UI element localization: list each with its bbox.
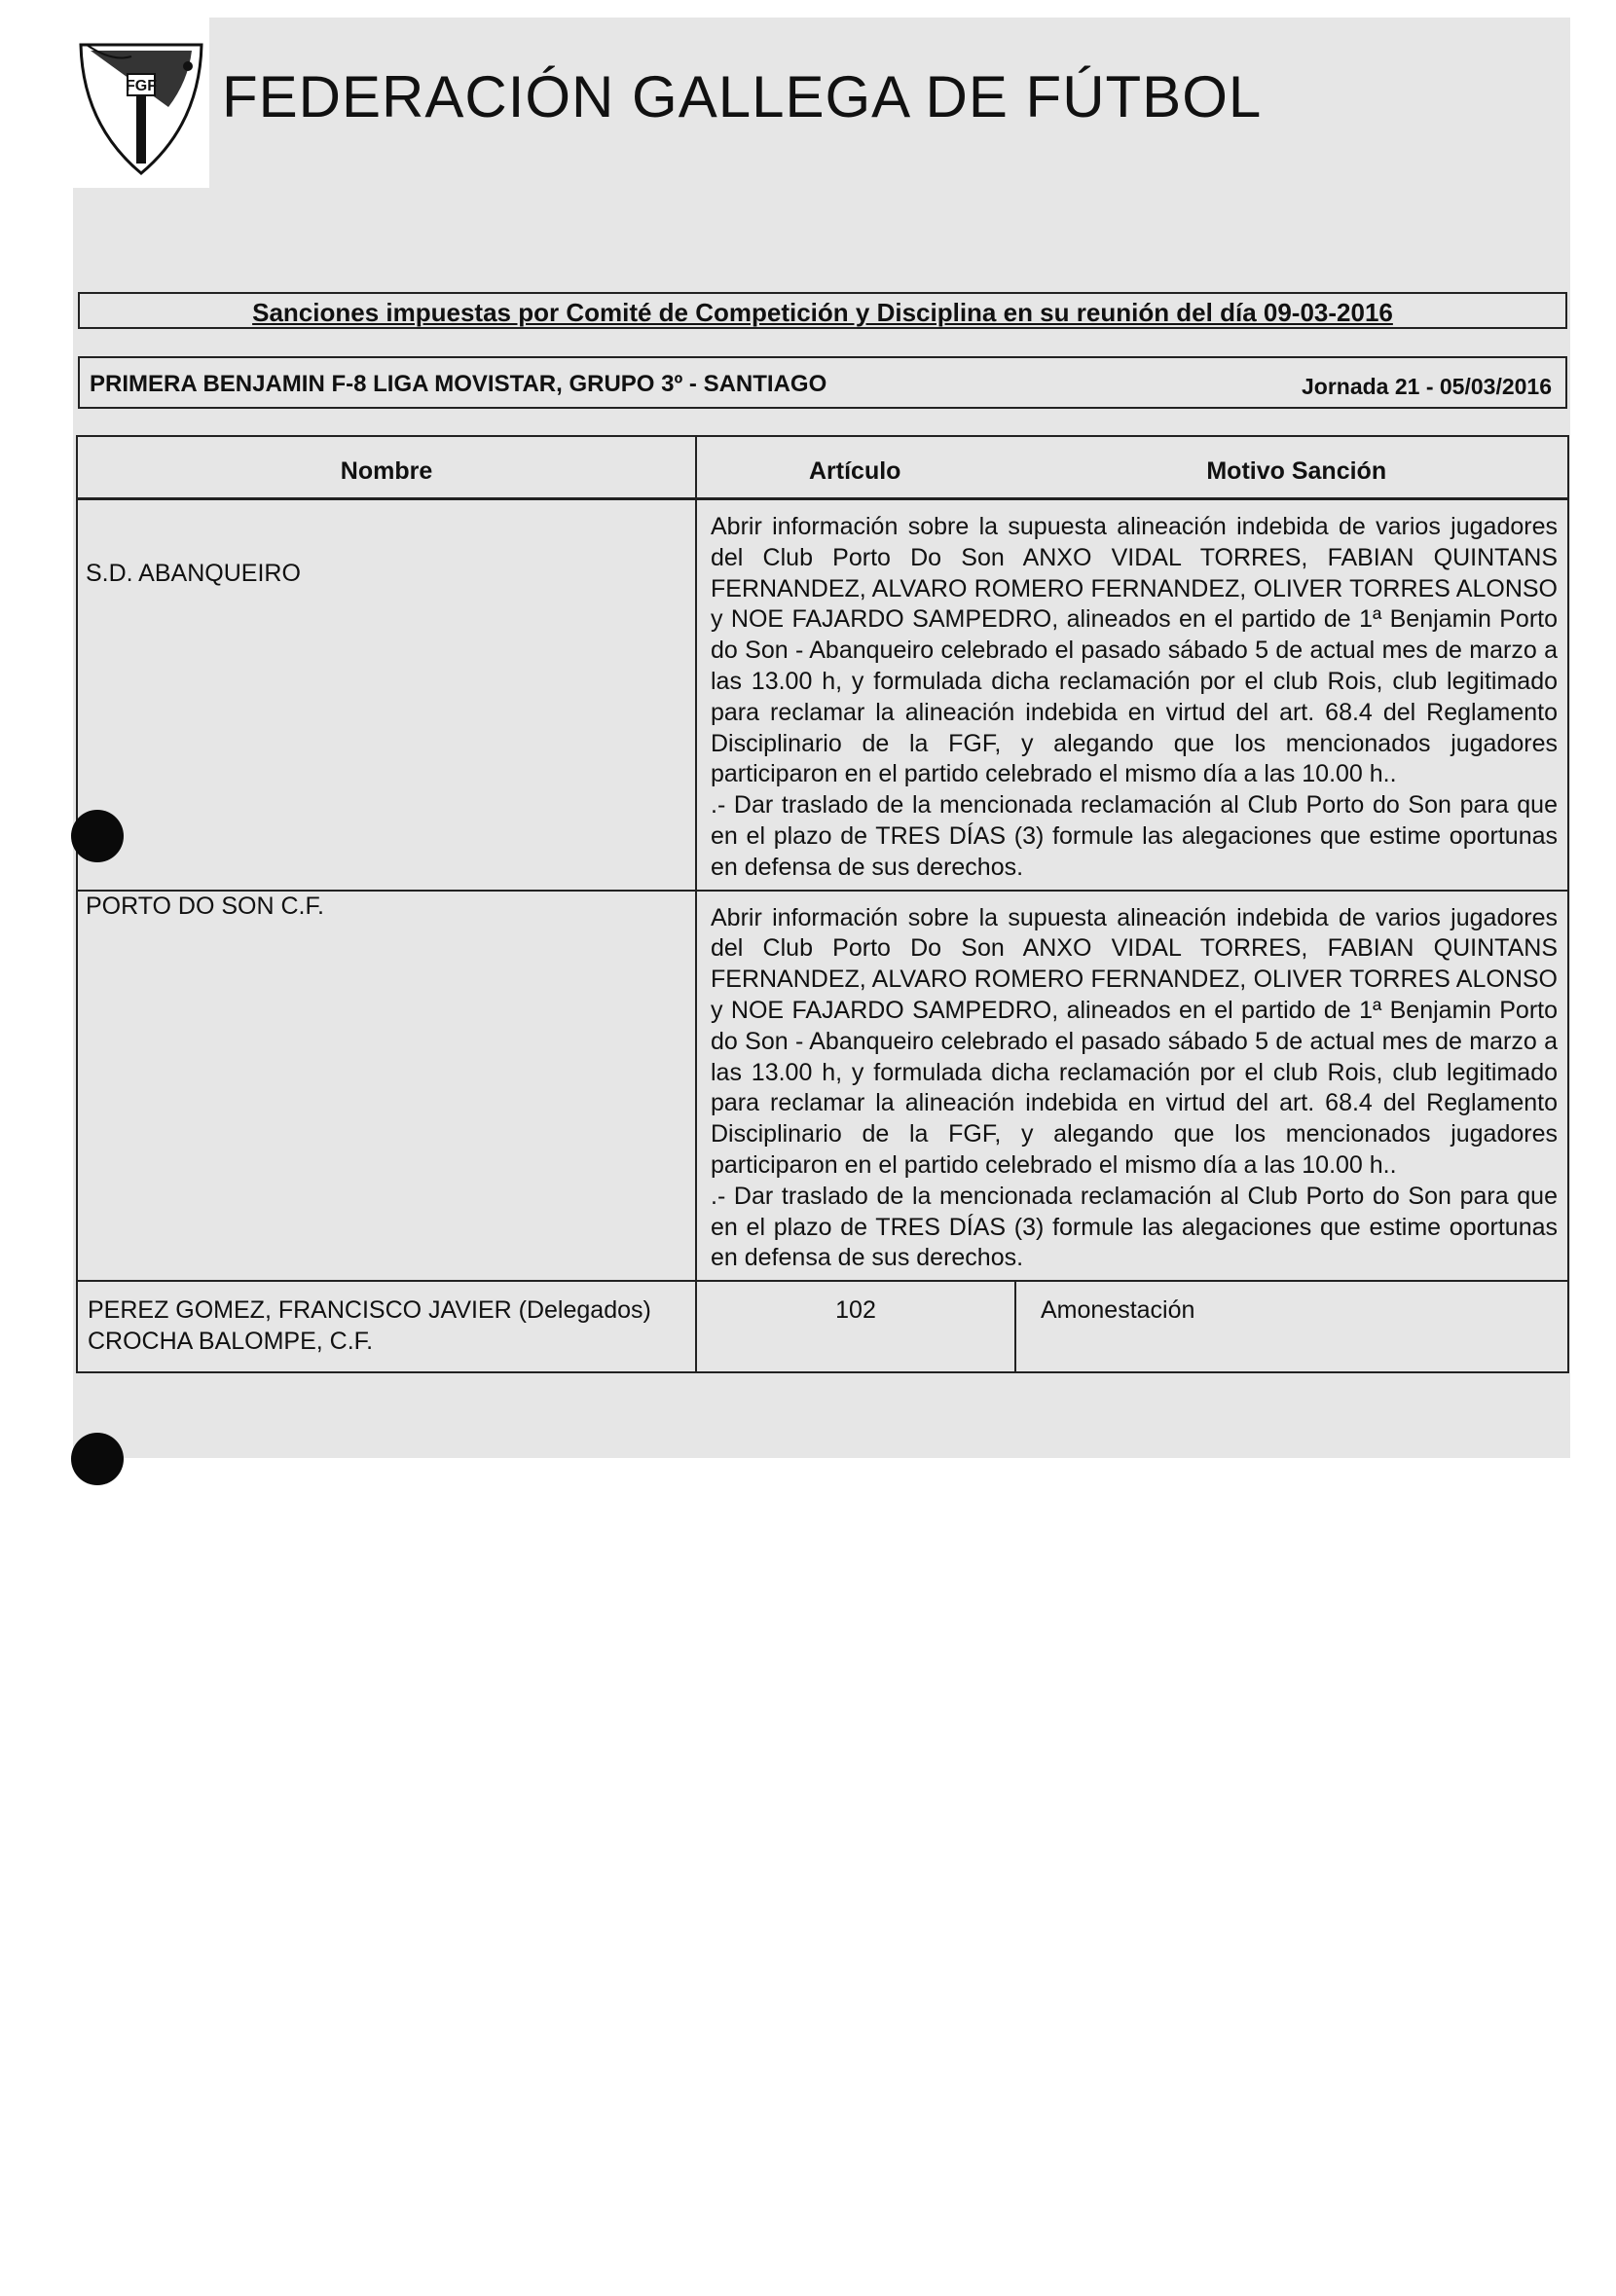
table-row	[77, 891, 1568, 1282]
table-header-row	[77, 436, 1568, 499]
sanction-description	[696, 891, 1568, 1282]
sanction-name	[77, 1281, 696, 1372]
sanction-text-transfer: .- Dar traslado de la mencionada reclamación al Club Porto do Son para que en el plazo de TRES DÍAS (3) formule las alegaciones que estime oportunas en defensa de sus derechos.	[711, 1182, 1558, 1272]
punch-hole-lower	[71, 1433, 124, 1485]
competition-banner	[78, 356, 1567, 409]
sanction-description	[696, 499, 1568, 891]
sanction-reason: Amonestación	[1015, 1281, 1568, 1372]
session-title: Sanciones impuestas por Comité de Competición y Disciplina en su reunión del día 09-03-2016	[252, 298, 1393, 327]
table-row	[77, 499, 1568, 891]
header-articulo-motivo	[696, 436, 1568, 499]
header-motivo: Motivo Sanción	[1206, 457, 1387, 486]
fgf-logo	[73, 18, 209, 188]
sanction-text-main: Abrir información sobre la supuesta alineación indebida de varios jugadores del Club Porto Do Son ANXO VIDAL TORRES, FABIAN QUINTANS FERNANDEZ, ALVARO ROMERO FERNANDEZ, OLIVER TORRES ALONSO y NOE FAJARDO SAMPEDRO, alineados en el partido de 1ª Benjamin Porto do Son - Abanqueiro celebrado el pasado sábado 5 de actual mes de marzo a las 13.00 h, y formulada dicha reclamación por el club Rois, club legitimado para reclamar la alineación indebida en virtud del art. 68.4 del Reglamento Disciplinario de la FGF, y alegando que los mencionados jugadores participaron en el partido celebrado el mismo día a las 10.00 h..	[711, 513, 1558, 788]
sanction-name: S.D. ABANQUEIRO	[77, 499, 696, 891]
article-number: 102	[696, 1281, 1015, 1372]
competition-name: PRIMERA BENJAMIN F-8 LIGA MOVISTAR, GRUPO 3º - SANTIAGO	[90, 371, 827, 397]
punch-hole-upper	[71, 810, 124, 862]
club-name: CROCHA BALOMPE, C.F.	[88, 1327, 374, 1355]
jornada-date: Jornada 21 - 05/03/2016	[1302, 374, 1552, 399]
sanction-name: PORTO DO SON C.F.	[77, 891, 696, 1282]
person-name: PEREZ GOMEZ, FRANCISCO JAVIER (Delegados)	[88, 1296, 651, 1325]
sanction-text-transfer: .- Dar traslado de la mencionada reclamación al Club Porto do Son para que en el plazo de TRES DÍAS (3) formule las alegaciones que estime oportunas en defensa de sus derechos.	[711, 791, 1558, 881]
logo-lettering: FGF	[126, 78, 157, 94]
header-nombre: Nombre	[77, 436, 696, 499]
sanction-text-main: Abrir información sobre la supuesta alineación indebida de varios jugadores del Club Porto Do Son ANXO VIDAL TORRES, FABIAN QUINTANS FERNANDEZ, ALVARO ROMERO FERNANDEZ, OLIVER TORRES ALONSO y NOE FAJARDO SAMPEDRO, alineados en el partido de 1ª Benjamin Porto do Son - Abanqueiro celebrado el pasado sábado 5 de actual mes de marzo a las 13.00 h, y formulada dicha reclamación por el club Rois, club legitimado para reclamar la alineación indebida en virtud del art. 68.4 del Reglamento Disciplinario de la FGF, y alegando que los mencionados jugadores participaron en el partido celebrado el mismo día a las 10.00 h..	[711, 903, 1558, 1179]
table-row	[77, 1281, 1568, 1372]
header-articulo: Artículo	[809, 457, 901, 486]
sanctions-table	[76, 435, 1569, 1373]
session-banner	[78, 292, 1567, 329]
federation-title: FEDERACIÓN GALLEGA DE FÚTBOL	[222, 64, 1263, 129]
